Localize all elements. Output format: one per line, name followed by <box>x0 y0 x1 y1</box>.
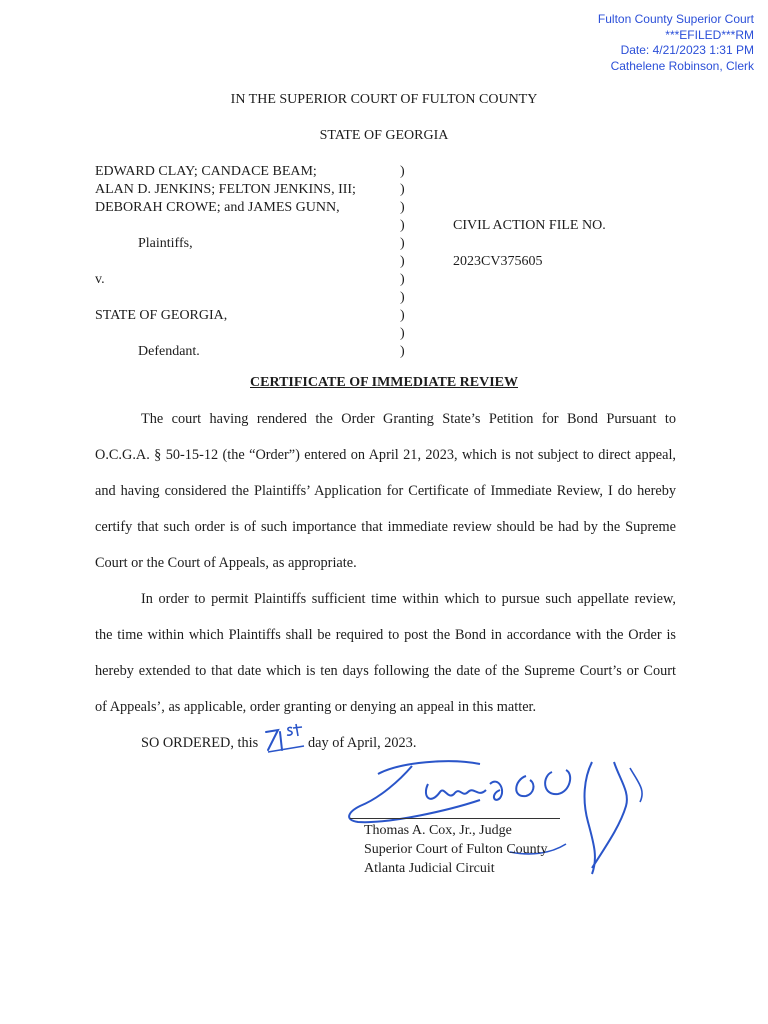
caption-paren: ) <box>400 308 405 323</box>
caption-paren: ) <box>400 182 405 197</box>
handwritten-day <box>262 720 310 756</box>
caption-paren: ) <box>400 254 405 269</box>
stamp-date: Date: 4/21/2023 1:31 PM <box>620 43 754 57</box>
paragraph-line: Court or the Court of Appeals, as appropriate. <box>95 555 357 571</box>
caption-paren: ) <box>400 164 405 179</box>
plaintiff-line-3: DEBORAH CROWE; and JAMES GUNN, <box>95 200 340 215</box>
defendant-name: STATE OF GEORGIA, <box>95 308 228 323</box>
plaintiff-line-1: EDWARD CLAY; CANDACE BEAM; <box>95 164 317 179</box>
caption-paren: ) <box>400 236 405 251</box>
judge-circuit: Atlanta Judicial Circuit <box>364 861 495 876</box>
civil-action-label: CIVIL ACTION FILE NO. <box>453 218 606 233</box>
versus-label: v. <box>95 272 105 287</box>
stamp-clerk: Cathelene Robinson, Clerk <box>610 58 754 73</box>
paragraph-line: hereby extended to that date which is ten days following the date of the Supreme Court’s or Court <box>95 663 676 679</box>
judge-court: Superior Court of Fulton County <box>364 842 548 857</box>
state-heading: STATE OF GEORGIA <box>319 128 449 143</box>
case-number: 2023CV375605 <box>453 254 543 269</box>
paragraph-line: certify that such order is of such importance that immediate review should be had by the Supreme <box>95 519 676 535</box>
signature-rule <box>350 818 560 819</box>
so-ordered-suffix: day of April, 2023. <box>308 735 417 751</box>
defendant-label: Defendant. <box>138 344 200 359</box>
paragraph-line: The court having rendered the Order Granting State’s Petition for Bond Pursuant to <box>141 411 676 427</box>
paragraph-line: of Appeals’, as applicable, order granting or denying an appeal in this matter. <box>95 699 537 715</box>
stamp-court: Fulton County Superior Court <box>597 12 754 26</box>
efile-stamp <box>598 12 754 74</box>
caption-paren: ) <box>400 200 405 215</box>
judge-name: Thomas A. Cox, Jr., Judge <box>364 823 512 838</box>
caption-paren: ) <box>400 218 405 233</box>
paragraph-line: O.C.G.A. § 50-15-12 (the “Order”) entered on April 21, 2023, which is not subject to direct appeal, <box>95 447 676 463</box>
caption-paren: ) <box>400 344 405 359</box>
plaintiff-line-2: ALAN D. JENKINS; FELTON JENKINS, III; <box>95 182 356 197</box>
paragraph-line: and having considered the Plaintiffs’ Application for Certificate of Immediate Review, I do hereby <box>95 483 676 499</box>
document-title: CERTIFICATE OF IMMEDIATE REVIEW <box>250 375 518 390</box>
paragraph-line: In order to permit Plaintiffs sufficient time within which to pursue such appellate review, <box>141 591 676 607</box>
so-ordered-prefix: SO ORDERED, this <box>141 735 259 751</box>
plaintiffs-label: Plaintiffs, <box>138 236 193 251</box>
paragraph-line: the time within which Plaintiffs shall be required to post the Bond in accordance with the Order is <box>95 627 676 643</box>
stamp-status: ***EFILED***RM <box>665 27 754 42</box>
caption-paren: ) <box>400 290 405 305</box>
caption-paren: ) <box>400 272 405 287</box>
court-heading: IN THE SUPERIOR COURT OF FULTON COUNTY <box>230 92 538 107</box>
caption-paren: ) <box>400 326 405 341</box>
